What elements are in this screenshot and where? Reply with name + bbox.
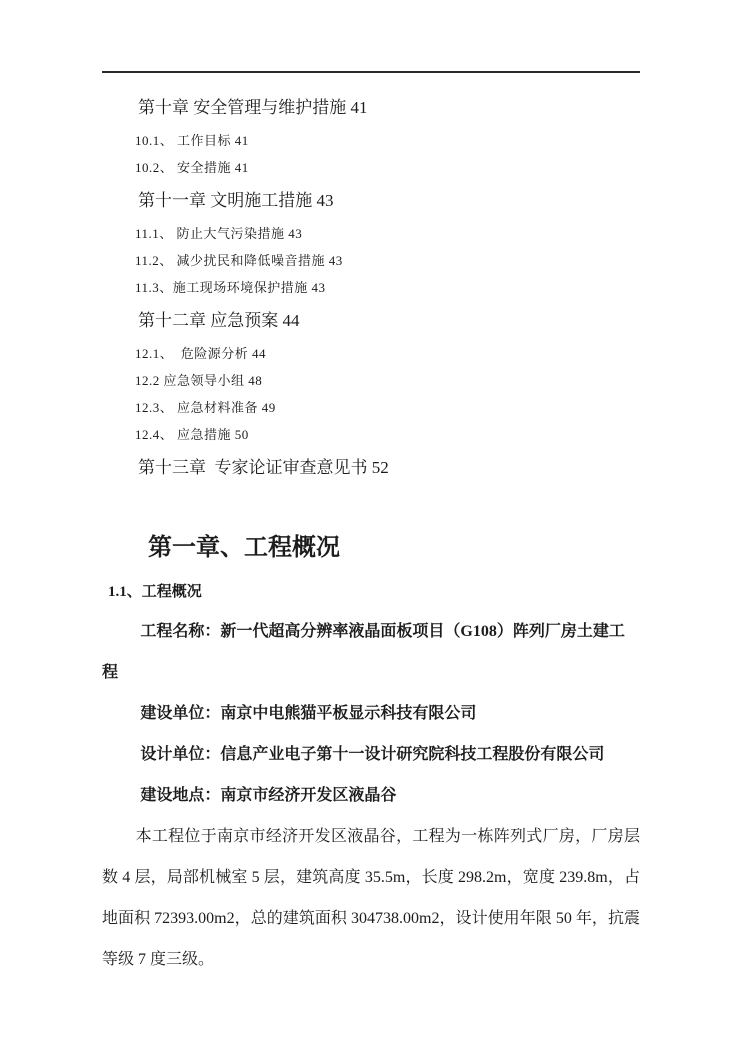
toc-entry-10-1: 10.1、 工作目标 41 <box>135 133 249 148</box>
toc-entry-chapter-12: 第十二章 应急预案 44 <box>138 311 300 330</box>
info-line-project-name: 工程名称：新一代超高分辨率液晶面板项目（G108）阵列厂房土建工程 <box>102 623 625 681</box>
toc-entry-chapter-13: 第十三章 专家论证审查意见书 52 <box>138 458 389 477</box>
toc-entry-12-3: 12.3、 应急材料准备 49 <box>135 400 276 415</box>
toc-entry-11-3: 11.3、施工现场环境保护措施 43 <box>135 280 326 295</box>
toc-entry-12-4: 12.4、 应急措施 50 <box>135 427 249 442</box>
toc-entry-11-1: 11.1、 防止大气污染措施 43 <box>135 226 303 241</box>
toc-entry-chapter-10: 第十章 安全管理与维护措施 41 <box>138 98 368 117</box>
overview-paragraph: 本工程位于南京市经济开发区液晶谷，工程为一栋阵列式厂房，厂房层数 4 层，局部机械室 5 层，建筑高度 35.5m，长度 298.2m，宽度 239.8m，占地面积 72393.00m2，总的建筑面积 304738.00m2，设计使用年限 50 年，抗震等级 7 度三级。 <box>102 828 640 968</box>
toc-entry-chapter-11: 第十一章 文明施工措施 43 <box>138 191 334 210</box>
section-heading: 1.1、工程概况 <box>108 584 202 600</box>
toc-entry-11-2: 11.2、 减少扰民和降低噪音措施 43 <box>135 253 343 268</box>
table-of-contents <box>102 73 640 478</box>
chapter-heading: 第一章、工程概况 <box>148 535 340 561</box>
toc-entry-10-2: 10.2、 安全措施 41 <box>135 160 249 175</box>
toc-entry-12-1: 12.1、 危险源分析 44 <box>135 346 267 361</box>
info-line-designer: 设计单位：信息产业电子第十一设计研究院科技工程股份有限公司 <box>140 746 605 763</box>
toc-entry-12-2: 12.2 应急领导小组 48 <box>135 373 263 388</box>
info-line-location: 建设地点：南京市经济开发区液晶谷 <box>140 787 397 804</box>
project-info <box>102 611 640 816</box>
info-line-owner: 建设单位：南京中电熊猫平板显示科技有限公司 <box>140 705 477 722</box>
